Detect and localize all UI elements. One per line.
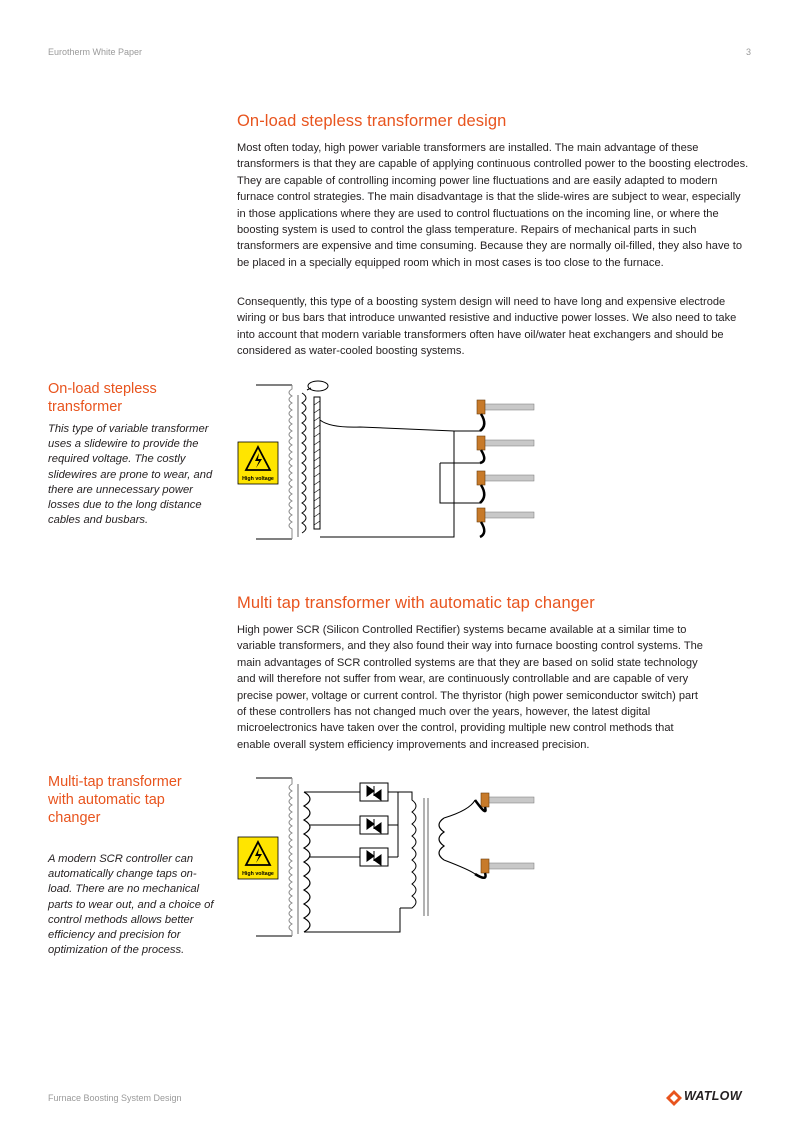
section-title-multi-tap: Multi tap transformer with automatic tap changer: [237, 594, 595, 612]
running-footer: Furnace Boosting System Design: [48, 1093, 182, 1103]
stepless-transformer-diagram: [230, 375, 550, 550]
thyristor-2: [360, 816, 388, 834]
electrode-5: [475, 793, 534, 811]
electrode-1: [477, 400, 534, 431]
body-paragraph-2: Consequently, this type of a boosting system design will need to have long and expensive electrode wiring or bus bars that introduce unwanted resistive and inductive power losses. We also need to take into account that modern variable transformers often have oil/water heat exchangers and should be considered as water-cooled boosting systems.: [237, 296, 737, 358]
figure2-title: Multi-tap transformer with automatic tap changer: [48, 774, 182, 826]
figure2-caption: A modern SCR controller can automatically change taps on-load. There are no mechanical parts to wear out, and a choice of control methods allows better efficiency and precision for optimization of the process.: [48, 853, 214, 957]
logo-wordmark: WATLOW: [684, 1089, 742, 1103]
warning-label-2: High voltage: [242, 871, 274, 877]
electrode-2: [477, 436, 534, 463]
warning-label-1: High voltage: [242, 476, 274, 482]
body-paragraph-3: High power SCR (Silicon Controlled Rectifier) systems became available at a similar time to variable transformers, and they also found their way into furnace boosting control systems. The main advantages of SCR controlled systems are that they are based on solid state technology and will therefore not suffer from wear, are continuously controllable and are capable of very precise power, voltage or current control. The thyristor (high power semiconductor switch) part of these controllers has not changed much over the years, however, the latest digital microelectronics have taken over the control, providing multiple new control methods that enable overall system efficiency improvements and increased precision.: [237, 624, 703, 751]
electrode-6: [475, 859, 534, 878]
body-paragraph-1: Most often today, high power variable transformers are installed. The main advantage of these transformers is that they are capable of applying continuous controlled power to the boosting electrodes. They are capable of controlling incoming power line fluctuations and are easily adapted to modern furnace control strategies. The main disadvantage is that the slide-wires are subject to wear, especially in those applications where they are used to control fluctuations on the incoming line, or where the boosting system is used to control the glass temperature. Repairs of mechanical parts in such transformers are expensive and time consuming. Because they are normally oil-filled, they also have to be placed in a specially equipped room which in most cases is too close to the furnace.: [237, 142, 749, 269]
figure1-caption: This type of variable transformer uses a slidewire to provide the required voltage. The costly slidewires are prone to wear, and there are unnecessary power losses due to the long distance cables and busbars.: [48, 423, 213, 527]
running-header: Eurotherm White Paper: [48, 47, 143, 57]
electrode-4: [477, 508, 534, 537]
thyristor-1: [360, 783, 388, 801]
electrode-3: [477, 471, 534, 503]
multi-tap-transformer-diagram: [230, 770, 550, 945]
section-title-on-load-stepless: On-load stepless transformer design: [237, 112, 507, 130]
watlow-logo[interactable]: [666, 1087, 756, 1109]
figure1-title: On-load stepless transformer: [48, 381, 157, 415]
high-voltage-icon: [238, 837, 278, 879]
high-voltage-icon: [238, 442, 278, 484]
thyristor-3: [360, 848, 388, 866]
page-number: 3: [746, 47, 752, 57]
watlow-logo-icon: [666, 1090, 682, 1106]
